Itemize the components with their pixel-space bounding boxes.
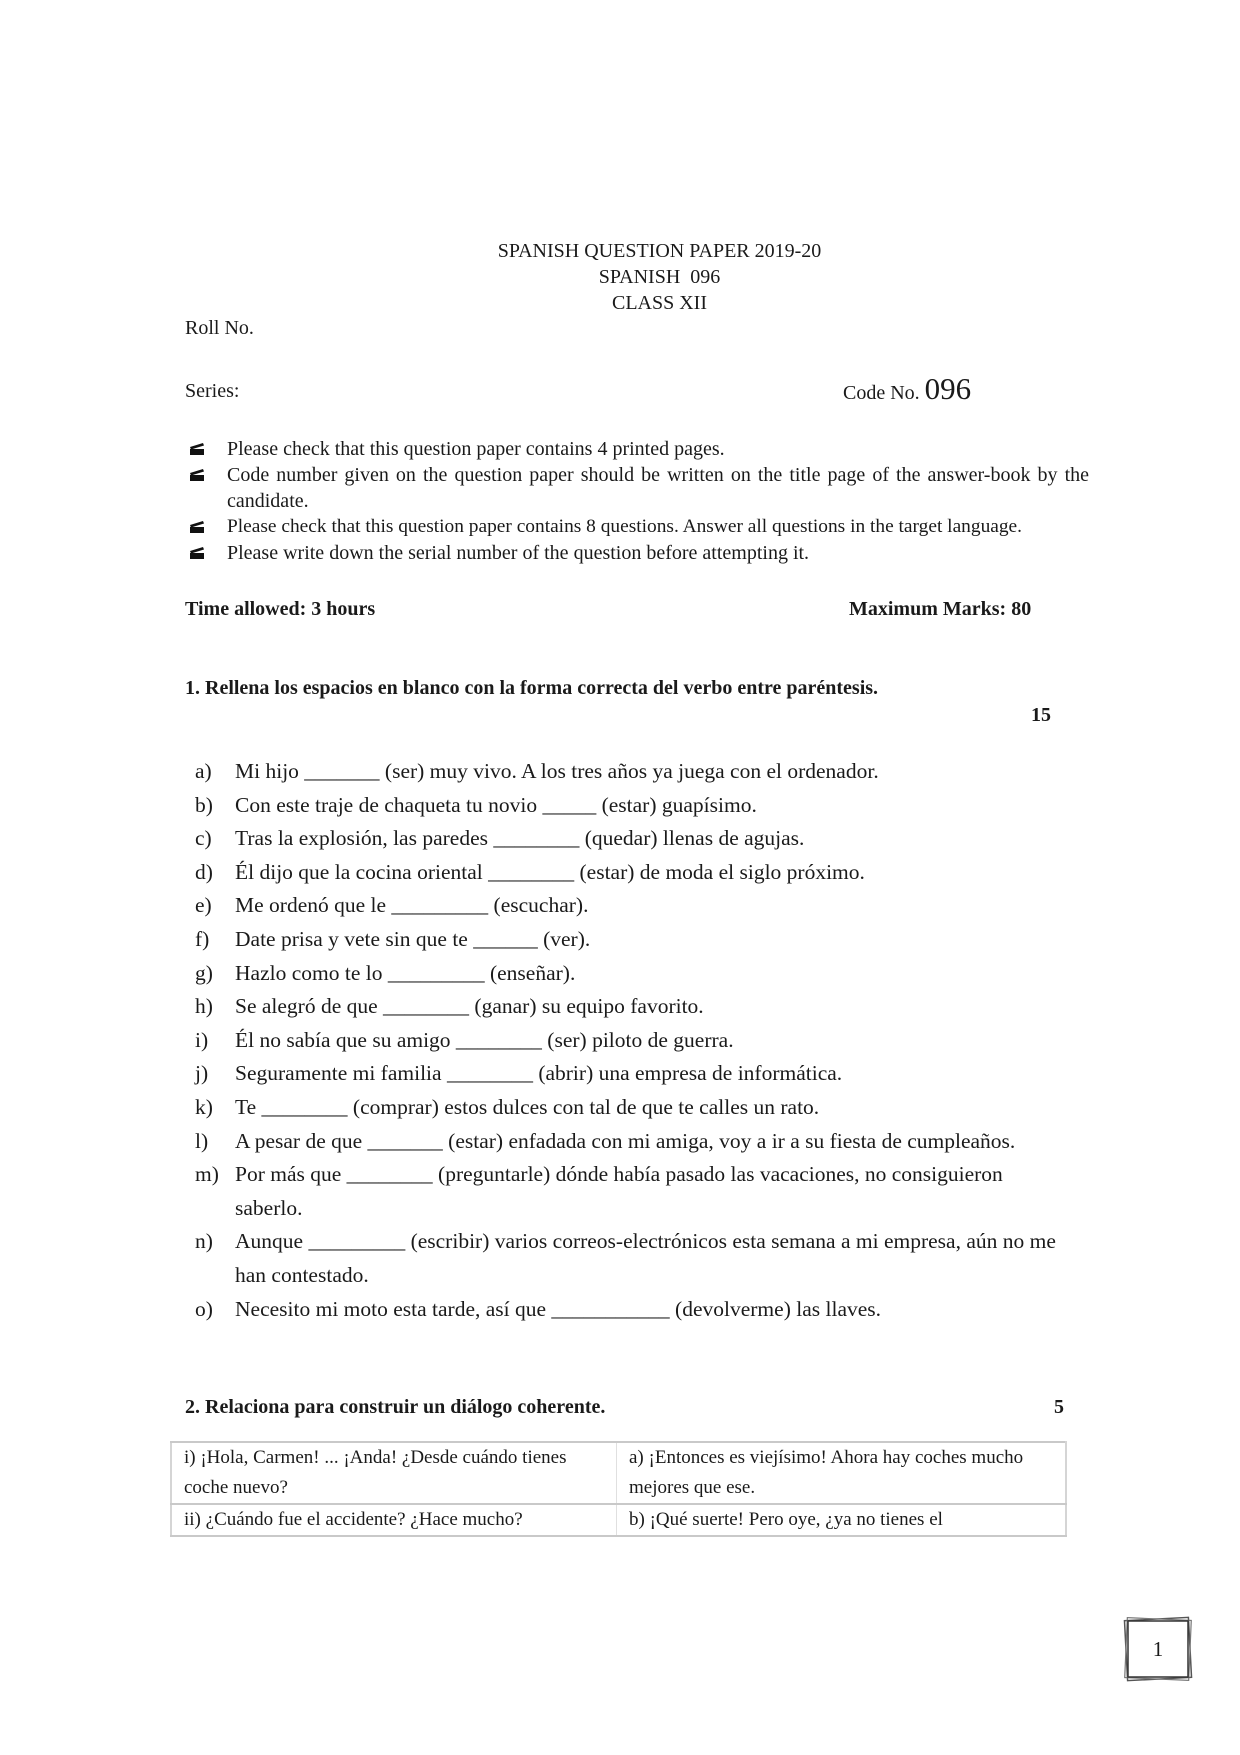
- roll-number-label: Roll No.: [185, 317, 254, 339]
- instruction-item: Please check that this question paper contains 8 questions. Answer all questions in the target language.: [189, 514, 1089, 540]
- fill-blank-item: c) Tras la explosión, las paredes ________ (quedar) llenas de agujas.: [195, 826, 805, 851]
- question-1-items: [195, 755, 1075, 1326]
- paper-title: SPANISH QUESTION PAPER 2019-20: [497, 240, 822, 262]
- code-number-label: Code No.: [843, 382, 920, 404]
- clapperboard-bullet-icon: [190, 468, 204, 481]
- fill-blank-item: i) Él no sabía que su amigo ________ (ser) piloto de guerra.: [195, 1027, 734, 1052]
- subject-code-line: SPANISH 096: [598, 266, 721, 288]
- fill-blank-item: m) Por más que ________ (preguntarle) dónde había pasado las vacaciones, no consiguieron saberlo.: [195, 1162, 1003, 1220]
- fill-blank-item: n) Aunque _________ (escribir) varios correos-electrónicos esta semana a mi empresa, aún no me han contestado.: [195, 1229, 1056, 1287]
- series-label: Series:: [185, 380, 240, 402]
- fill-blank-item: k) Te ________ (comprar) estos dulces con tal de que te calles un rato.: [195, 1094, 820, 1119]
- fill-blank-item: a) Mi hijo _______ (ser) muy vivo. A los tres años ya juega con el ordenador.: [195, 759, 879, 783]
- fill-blank-item: g) Hazlo como te lo _________ (enseñar).: [195, 960, 576, 985]
- instruction-item: Please write down the serial number of the question before attempting it.: [189, 540, 1089, 566]
- paper-header: [0, 238, 1240, 316]
- time-allowed: Time allowed: 3 hours: [185, 598, 376, 620]
- page-number: 1: [1152, 1637, 1164, 1661]
- clapperboard-bullet-icon: [190, 442, 204, 455]
- instruction-item: Please check that this question paper contains 4 printed pages.: [189, 436, 1089, 462]
- table-cell-right: b) ¡Qué suerte! Pero oye, ¿ya no tienes el: [617, 1504, 1067, 1536]
- question-1-marks: 15: [1031, 704, 1051, 726]
- table-cell-left: i) ¡Hola, Carmen! ... ¡Anda! ¿Desde cuándo tienes coche nuevo?: [171, 1442, 617, 1504]
- code-number-value: 096: [924, 371, 972, 406]
- fill-blank-item: f) Date prisa y vete sin que te ______ (ver).: [195, 926, 591, 951]
- clapperboard-bullet-icon: [190, 520, 204, 533]
- fill-blank-item: j) Seguramente mi familia ________ (abrir) una empresa de informática.: [195, 1061, 843, 1086]
- fill-blank-item: d) Él dijo que la cocina oriental ________ (estar) de moda el siglo próximo.: [195, 859, 865, 884]
- question-1-title: 1. Rellena los espacios en blanco con la forma correcta del verbo entre paréntesis.: [185, 677, 879, 699]
- instruction-item: Code number given on the question paper should be written on the title page of the answer-book by the candidate.: [189, 462, 1089, 514]
- clapperboard-bullet-icon: [190, 546, 204, 559]
- fill-blank-item: l) A pesar de que _______ (estar) enfadada con mi amiga, voy a ir a su fiesta de cumpleaños.: [195, 1128, 1016, 1153]
- instructions-list: [189, 436, 1089, 566]
- question-2-title: 2. Relaciona para construir un diálogo coherente.: [185, 1396, 606, 1418]
- table-row: [171, 1504, 1066, 1536]
- dialogue-matching-table: [170, 1441, 1067, 1537]
- fill-blank-item: b) Con este traje de chaqueta tu novio _____ (estar) guapísimo.: [195, 792, 757, 817]
- class-line: CLASS XII: [611, 292, 707, 314]
- table-cell-right: a) ¡Entonces es viejísimo! Ahora hay coches mucho mejores que ese.: [617, 1442, 1067, 1504]
- fill-blank-item: o) Necesito mi moto esta tarde, así que ___________ (devolverme) las llaves.: [195, 1296, 882, 1321]
- table-row: [171, 1442, 1066, 1504]
- fill-blank-item: e) Me ordenó que le _________ (escuchar).: [195, 893, 589, 918]
- maximum-marks: Maximum Marks: 80: [849, 598, 1032, 620]
- table-cell-left: ii) ¿Cuándo fue el accidente? ¿Hace mucho?: [171, 1504, 617, 1536]
- fill-blank-item: h) Se alegró de que ________ (ganar) su equipo favorito.: [195, 994, 704, 1019]
- code-number: [843, 371, 971, 407]
- question-2-marks: 5: [1054, 1396, 1064, 1418]
